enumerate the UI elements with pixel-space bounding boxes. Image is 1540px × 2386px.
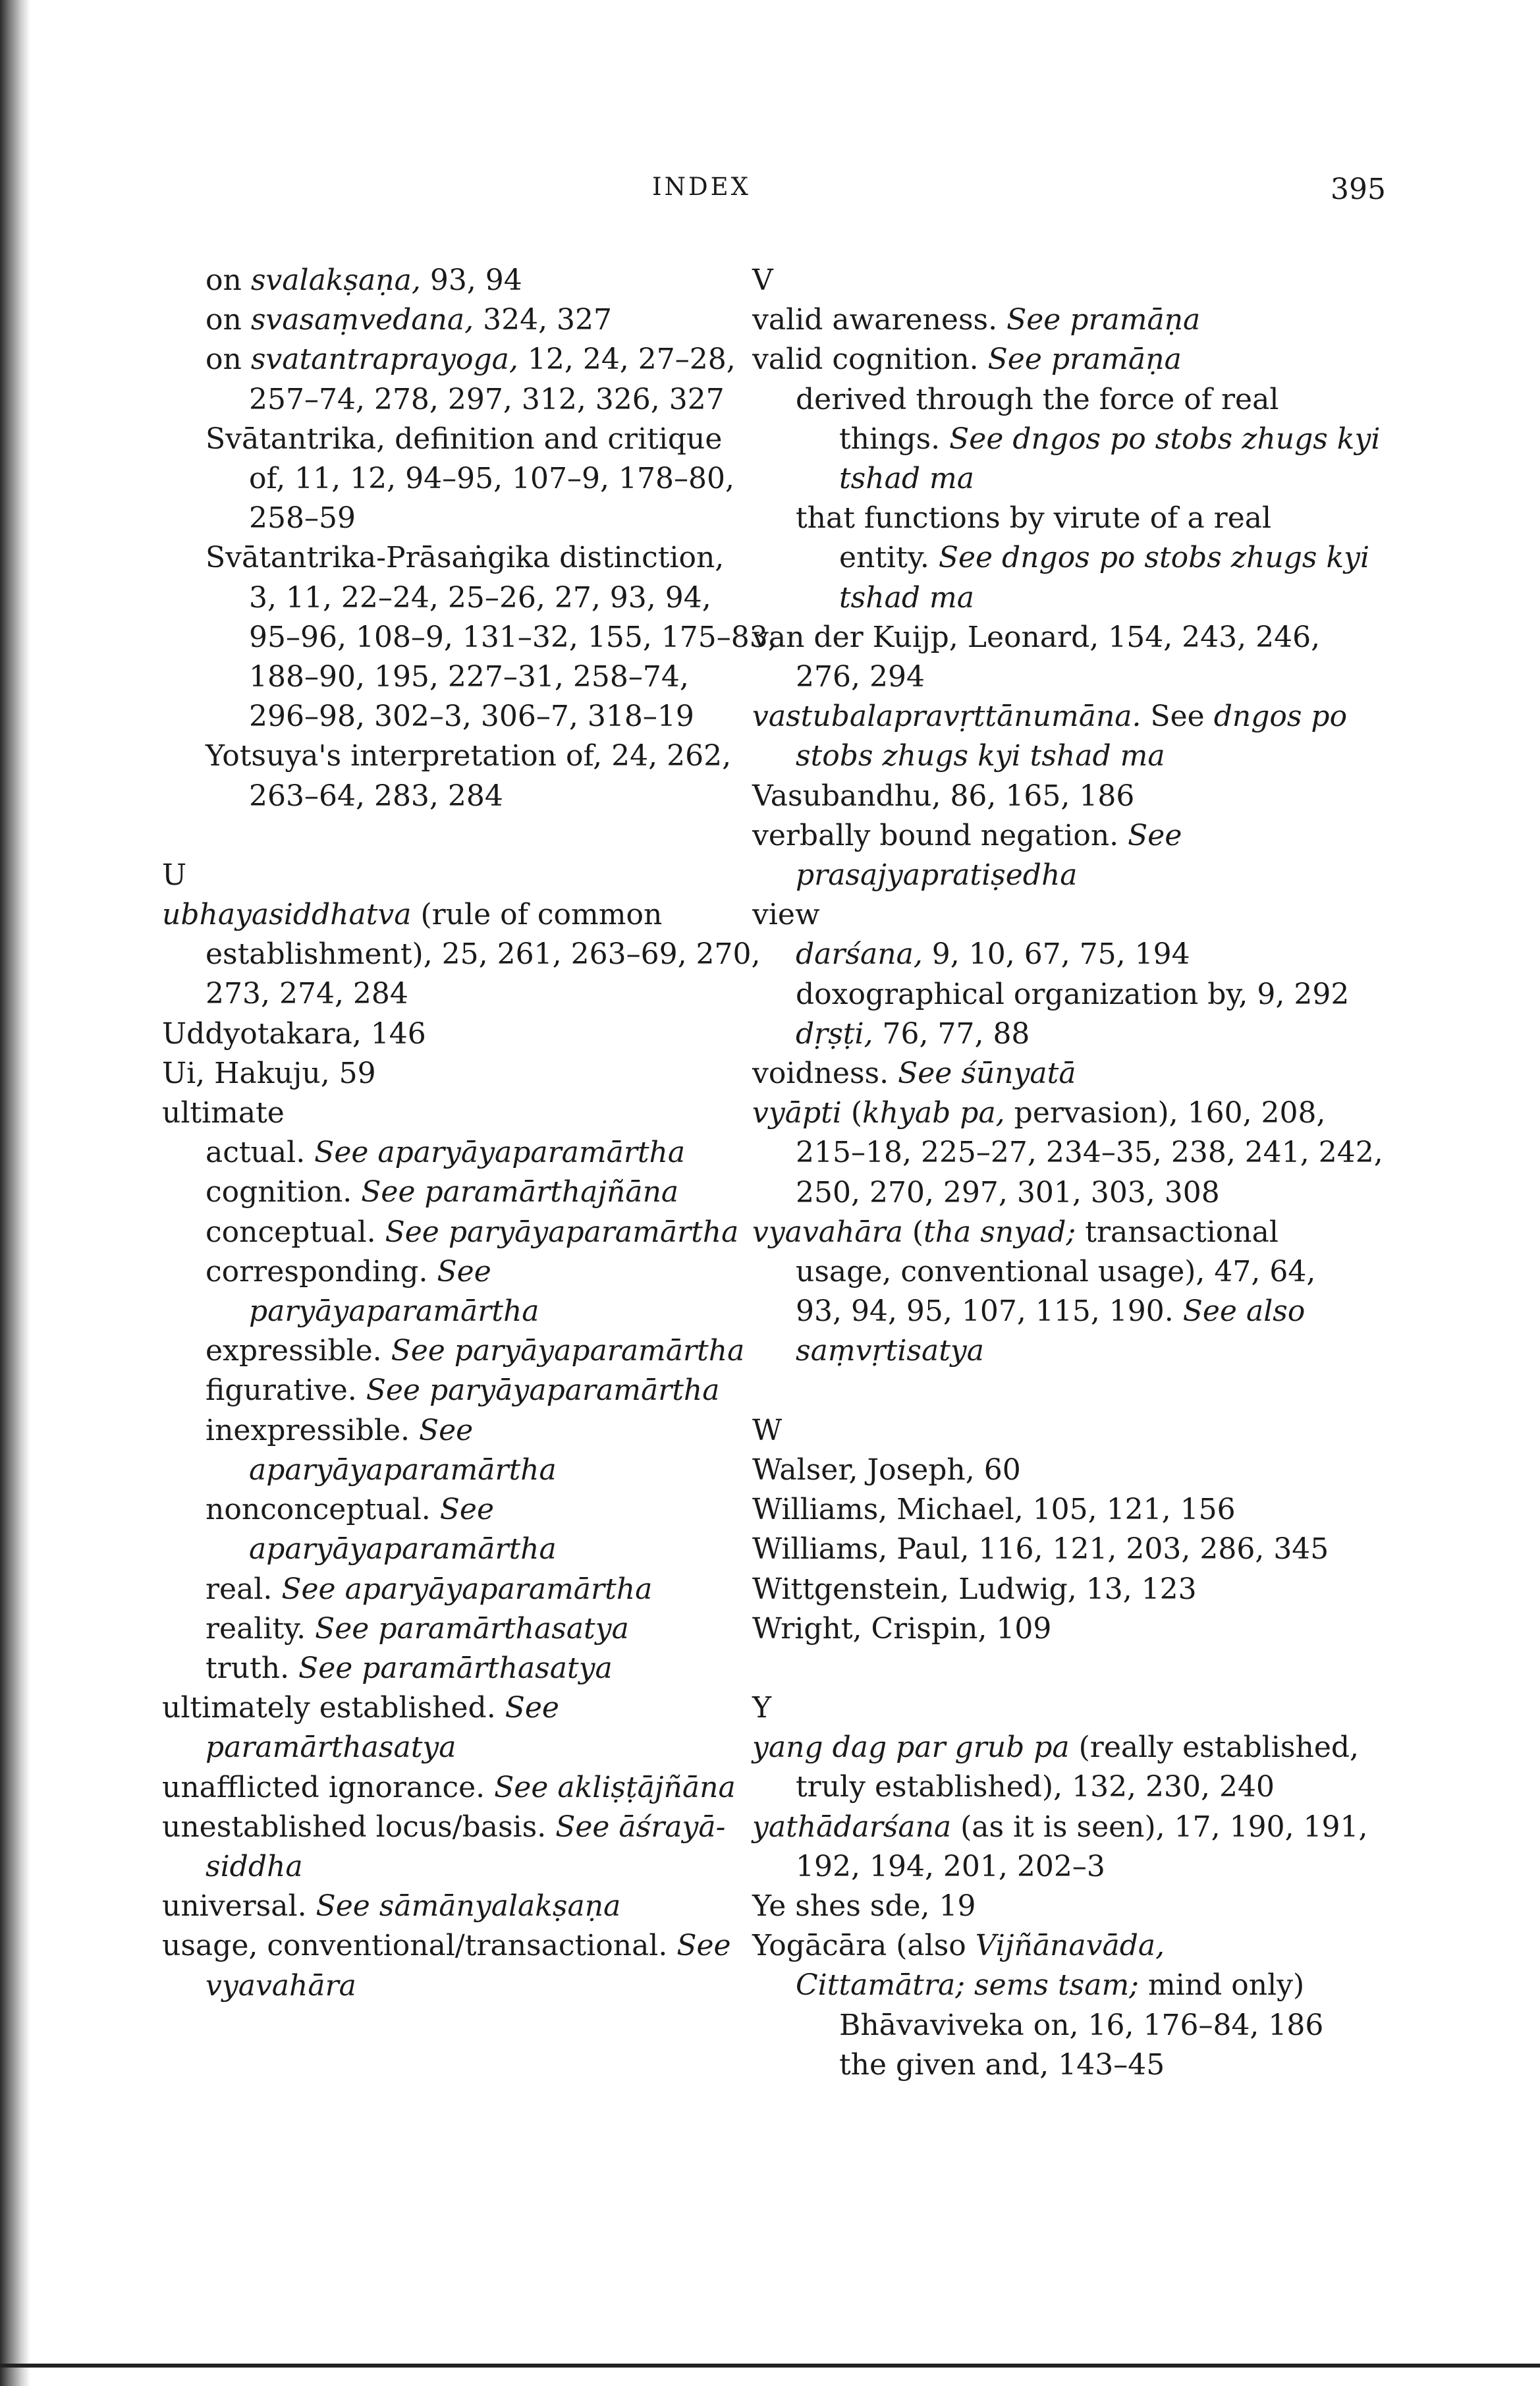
text-segment: W — [752, 1413, 783, 1447]
index-entry-line — [162, 1728, 702, 1767]
index-entry-line — [752, 1292, 1332, 1331]
text-segment: truly established), 132, 230, 240 — [796, 1770, 1275, 1804]
index-entry-line — [162, 1213, 739, 1252]
page-bottom-edge — [0, 2364, 1540, 2368]
index-entry-line — [162, 1490, 702, 1530]
italic-term: tshad ma — [839, 462, 974, 496]
text-segment: on — [206, 303, 251, 337]
index-entry-line — [752, 1213, 1332, 1252]
text-segment: verbally bound negation. — [752, 818, 1128, 852]
index-entry-line — [752, 1808, 1368, 1847]
index-entry-line — [752, 420, 1381, 459]
index-entry-line — [162, 261, 702, 300]
index-entry-line — [752, 1728, 1360, 1767]
italic-term: See paramārthajñāna — [361, 1175, 679, 1209]
section-letter — [752, 1411, 1332, 1451]
running-head: INDEX — [652, 173, 752, 201]
index-entry-line — [162, 1054, 702, 1094]
index-entry-line — [162, 1926, 731, 1966]
index-entry-line — [162, 1014, 702, 1054]
text-segment: unafflicted ignorance. — [162, 1770, 495, 1804]
italic-term: saṃvṛtisatya — [796, 1334, 984, 1368]
text-segment: 93, 94 — [420, 264, 522, 297]
text-segment: inexpressible. — [206, 1413, 419, 1447]
index-entry-line — [162, 1252, 702, 1292]
text-segment: Yotsuya's interpretation of, 24, 262, — [206, 739, 732, 773]
text-segment: Walser, Joseph, 60 — [752, 1453, 1021, 1487]
index-entry-line — [752, 1847, 1332, 1887]
text-segment: derived through the force of real — [796, 382, 1279, 416]
section-letter — [752, 1688, 1332, 1728]
index-entry-line — [162, 1173, 702, 1212]
italic-term: See āśrayā- — [555, 1810, 726, 1844]
index-entry-line — [162, 736, 732, 776]
index-entry-line — [752, 975, 1350, 1014]
index-entry-line — [752, 777, 1332, 816]
section-letter — [162, 856, 702, 895]
text-segment: Svātantrika, definition and critique — [206, 422, 723, 456]
index-entry-line — [752, 1490, 1332, 1530]
index-entry-line — [162, 1808, 726, 1847]
text-segment: 12, 24, 27–28, — [518, 343, 736, 377]
italic-term: See śūnyatā — [898, 1057, 1076, 1091]
italic-term: khyab pa, — [862, 1096, 1005, 1130]
index-entry-line — [162, 1094, 702, 1133]
italic-term: See — [418, 1413, 474, 1447]
text-segment: 263–64, 283, 284 — [249, 779, 503, 813]
text-segment: valid cognition. — [752, 343, 988, 377]
italic-term: aparyāyaparamārtha — [249, 1532, 557, 1567]
index-entry-line — [162, 300, 702, 340]
index-entry-line — [752, 1609, 1332, 1649]
italic-term: See paryāyaparamārtha — [391, 1334, 745, 1368]
index-entry-line — [752, 538, 1370, 578]
italic-term: Vijñānavāda, — [975, 1929, 1165, 1963]
italic-term: See aparyāyaparamārtha — [314, 1136, 686, 1170]
index-entry-line — [752, 895, 1332, 935]
index-entry-line — [162, 1570, 702, 1609]
italic-term: See — [437, 1254, 491, 1289]
italic-term: See paryāyaparamārtha — [385, 1215, 739, 1249]
index-entry-line — [752, 578, 1332, 618]
text-segment: 276, 294 — [796, 660, 925, 694]
text-segment: reality. — [206, 1611, 316, 1646]
text-segment: doxographical organization by, 9, 292 — [796, 977, 1350, 1011]
text-segment: 76, 77, 88 — [873, 1016, 1030, 1051]
index-entry-line — [162, 380, 725, 420]
italic-term: svasaṃvedana, — [250, 303, 474, 337]
index-entry-line — [752, 1767, 1332, 1807]
text-segment: Wittgenstein, Ludwig, 13, 123 — [752, 1572, 1197, 1606]
text-segment: V — [752, 264, 773, 297]
italic-term: See paramārthasatya — [315, 1611, 629, 1646]
index-entry-line — [752, 1054, 1332, 1094]
italic-term: See dngos po stobs zhugs kyi — [949, 422, 1381, 456]
italic-term: tshad ma — [839, 580, 974, 615]
text-segment: figurative. — [206, 1373, 366, 1408]
text-segment: van der Kuijp, Leonard, 154, 243, 246, — [752, 620, 1321, 654]
text-segment: Ye shes sde, 19 — [752, 1889, 976, 1923]
index-entry-line — [752, 856, 1332, 895]
italic-term: svatantraprayoga, — [250, 343, 518, 377]
index-entry-line — [162, 1688, 702, 1728]
text-segment: that functions by virute of a real — [796, 501, 1272, 536]
text-segment: on — [206, 264, 251, 297]
text-segment: 215–18, 225–27, 234–35, 238, 241, 242, — [796, 1136, 1383, 1170]
index-entry-line — [752, 1331, 1332, 1371]
text-segment: establishment), 25, 261, 263–69, 270, — [206, 937, 761, 972]
text-segment: ultimately established. — [162, 1691, 505, 1725]
index-entry-line — [162, 657, 702, 697]
index-entry-line — [162, 1609, 702, 1649]
italic-term: stobs zhugs kyi tshad ma — [796, 739, 1165, 773]
text-segment: things. — [839, 422, 950, 456]
index-entry-line — [162, 1649, 702, 1688]
text-segment: on — [206, 343, 251, 377]
text-segment: of, 11, 12, 94–95, 107–9, 178–80, — [249, 462, 734, 496]
text-segment: pervasion), 160, 208, — [1004, 1096, 1326, 1130]
text-segment: cognition. — [206, 1175, 362, 1209]
text-segment: conceptual. — [206, 1215, 385, 1249]
text-segment: actual. — [206, 1136, 315, 1170]
index-entry-line — [162, 1331, 745, 1371]
italic-term: yang dag par grub pa — [752, 1731, 1070, 1765]
index-entry-line — [162, 974, 702, 1014]
italic-term: See paryāyaparamārtha — [366, 1373, 720, 1408]
text-segment: ( — [902, 1215, 924, 1249]
index-entry-line — [752, 300, 1332, 340]
text-segment: ( — [841, 1096, 863, 1130]
italic-term: tha snyad; — [923, 1215, 1076, 1249]
index-entry-line — [162, 777, 702, 816]
italic-term: See — [439, 1493, 495, 1527]
text-segment: universal. — [162, 1889, 316, 1924]
text-segment: Williams, Paul, 116, 121, 203, 286, 345 — [752, 1532, 1329, 1567]
italic-term: darśana, — [796, 937, 923, 972]
index-entry-line — [162, 459, 734, 499]
italic-term: See — [505, 1691, 559, 1725]
text-segment: view — [752, 898, 820, 932]
index-entry-line — [162, 1411, 702, 1451]
italic-term: ubhayasiddhatva — [162, 898, 412, 932]
italic-term: See pramāṇa — [987, 343, 1182, 377]
text-segment: mind only) — [1139, 1968, 1305, 2003]
text-segment: unestablished locus/basis. — [162, 1810, 556, 1844]
index-entry-line — [752, 935, 1332, 974]
text-segment: entity. — [839, 541, 939, 575]
italic-term: siddha — [206, 1849, 303, 1883]
index-column-left — [162, 261, 777, 2006]
text-segment: voidness. — [752, 1057, 898, 1091]
italic-term: See aparyāyaparamārtha — [281, 1572, 653, 1606]
italic-term: paramārthasatya — [206, 1731, 456, 1765]
index-entry-line — [752, 697, 1348, 736]
text-segment: U — [162, 858, 187, 892]
index-entry-line — [752, 2006, 1332, 2045]
italic-term: See dngos po stobs zhugs kyi — [938, 541, 1370, 575]
text-segment: 188–90, 195, 227–31, 258–74, — [249, 660, 689, 694]
text-segment: corresponding. — [206, 1254, 437, 1289]
index-entry-line — [162, 1133, 702, 1173]
text-segment: real. — [206, 1572, 282, 1606]
index-entry-line — [752, 1966, 1332, 2005]
index-entry-line — [162, 499, 702, 538]
index-entry-line — [162, 1847, 702, 1887]
text-segment: 3, 11, 22–24, 25–26, 27, 93, 94, — [249, 580, 711, 615]
text-segment: usage, conventional usage), 47, 64, — [796, 1255, 1316, 1289]
italic-term: dṛṣṭi, — [796, 1016, 873, 1051]
index-entry-line — [752, 736, 1332, 776]
text-segment: 296–98, 302–3, 306–7, 318–19 — [249, 700, 694, 734]
italic-term: See also — [1182, 1294, 1306, 1329]
italic-term: yathādarśana — [752, 1810, 952, 1844]
text-segment: Ui, Hakuju, 59 — [162, 1056, 376, 1090]
index-column-right — [752, 261, 1383, 2085]
section-letter — [752, 261, 1332, 300]
book-spine-shadow — [0, 0, 30, 2386]
text-segment: See — [1141, 700, 1214, 734]
text-segment: Y — [752, 1690, 772, 1725]
italic-term: aparyāyaparamārtha — [249, 1453, 557, 1487]
index-entry-line — [162, 538, 725, 578]
italic-term: dngos po — [1213, 700, 1348, 734]
text-segment: ultimate — [162, 1096, 285, 1130]
index-entry-line — [162, 935, 761, 974]
italic-term: paryāyaparamārtha — [249, 1294, 539, 1329]
index-entry-line — [752, 459, 1332, 499]
italic-term: Cittamātra; sems tsam; — [796, 1968, 1139, 2003]
index-entry-line — [752, 618, 1332, 657]
italic-term: vyāpti — [752, 1096, 842, 1130]
text-segment: transactional — [1076, 1215, 1279, 1249]
index-entry-line — [752, 1094, 1332, 1133]
index-entry-line — [752, 380, 1332, 420]
index-entry-line — [752, 340, 1332, 379]
text-segment: 257–74, 278, 297, 312, 326, 327 — [249, 382, 725, 416]
index-entry-line — [752, 1252, 1332, 1292]
text-segment: Williams, Michael, 105, 121, 156 — [752, 1493, 1236, 1527]
text-segment: 93, 94, 95, 107, 115, 190. — [796, 1294, 1183, 1329]
text-segment: (rule of common — [411, 898, 663, 932]
index-entry-line — [162, 1371, 720, 1410]
text-segment: valid awareness. — [752, 303, 1007, 337]
text-segment: 192, 194, 201, 202–3 — [796, 1849, 1105, 1883]
index-entry-line — [752, 1530, 1332, 1569]
text-segment: 95–96, 108–9, 131–32, 155, 175–83, — [249, 620, 777, 654]
italic-term: vyavahāra — [752, 1215, 903, 1249]
page-number: 395 — [1331, 173, 1386, 206]
text-segment: Yogācāra (also — [752, 1929, 976, 1963]
text-segment: Vasubandhu, 86, 165, 186 — [752, 779, 1135, 813]
index-entry-line — [162, 1451, 702, 1490]
index-entry-line — [162, 895, 702, 935]
italic-term: See pramāṇa — [1006, 303, 1201, 337]
index-entry-line — [162, 1966, 702, 2006]
text-segment: nonconceptual. — [206, 1493, 440, 1527]
italic-term: See sāmānyalakṣaṇa — [316, 1889, 621, 1924]
italic-term: svalakṣaṇa, — [250, 264, 421, 297]
text-segment: expressible. — [206, 1334, 391, 1368]
italic-term: See — [676, 1929, 731, 1963]
index-entry-line — [752, 2045, 1332, 2085]
index-entry-line — [162, 1768, 736, 1808]
index-entry-line — [752, 1133, 1383, 1173]
index-entry-line — [162, 618, 777, 657]
text-segment: the given and, 143–45 — [839, 2047, 1165, 2082]
text-segment: (as it is seen), 17, 190, 191, — [951, 1810, 1368, 1844]
text-segment: 258–59 — [249, 501, 356, 536]
text-segment: usage, conventional/transactional. — [162, 1929, 677, 1963]
index-entry-line — [752, 499, 1332, 538]
index-entry-line — [162, 578, 711, 618]
text-segment: 250, 270, 297, 301, 303, 308 — [796, 1175, 1220, 1209]
index-entry-line — [752, 1570, 1332, 1609]
index-entry-line — [162, 1530, 702, 1569]
italic-term: vyavahāra — [206, 1968, 356, 2003]
index-entry-line — [752, 1887, 1332, 1926]
index-entry-line — [162, 697, 702, 736]
italic-term: See akliṣṭājñāna — [494, 1770, 736, 1804]
text-segment: 273, 274, 284 — [206, 977, 408, 1011]
text-segment: truth. — [206, 1651, 299, 1685]
index-entry-line — [752, 1451, 1332, 1490]
italic-term: prasajyapratiṣedha — [796, 858, 1078, 893]
text-segment: Uddyotakara, 146 — [162, 1016, 426, 1051]
index-entry-line — [162, 1292, 702, 1331]
index-entry-line — [162, 420, 723, 459]
text-segment: (really established, — [1069, 1731, 1360, 1765]
text-segment: 324, 327 — [474, 303, 613, 337]
index-entry-line — [162, 340, 736, 379]
text-segment: 9, 10, 67, 75, 194 — [922, 937, 1190, 972]
text-segment: Svātantrika-Prāsaṅgika distinction, — [206, 541, 725, 575]
index-entry-line — [752, 1173, 1332, 1213]
index-entry-line — [752, 1926, 1332, 1966]
text-segment: Wright, Crispin, 109 — [752, 1611, 1052, 1646]
italic-term: See — [1128, 818, 1182, 852]
italic-term: See paramārthasatya — [298, 1651, 613, 1685]
index-entry-line — [162, 1887, 702, 1926]
text-segment: Bhāvaviveka on, 16, 176–84, 186 — [839, 2008, 1324, 2042]
index-entry-line — [752, 816, 1332, 856]
index-entry-line — [752, 1014, 1332, 1054]
italic-term: vastubalapravṛttānumāna. — [752, 700, 1141, 734]
index-entry-line — [752, 657, 1332, 697]
